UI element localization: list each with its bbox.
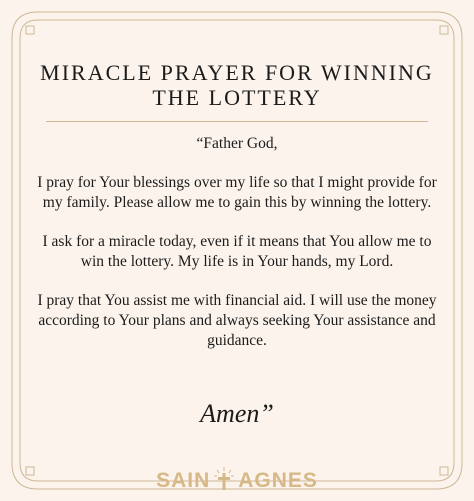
prayer-paragraph: I pray for Your blessings over my life so that I might provide for my family. Please allow me to gain this by winning the lottery.	[37, 174, 437, 211]
sun-cross-icon	[213, 465, 235, 497]
brand-logo	[0, 465, 474, 497]
prayer-body	[30, 134, 444, 370]
brand-text-2: AGNES	[238, 469, 318, 492]
page-title	[20, 60, 454, 110]
brand-text-1: SAIN	[156, 469, 211, 492]
prayer-paragraph: I ask for a miracle today, even if it means that You allow me to win the lottery. My life is in Your hands, my Lord.	[42, 233, 432, 270]
title-divider	[46, 121, 428, 122]
title-line-2: THE LOTTERY	[152, 85, 322, 110]
title-line-1: MIRACLE PRAYER FOR WINNING	[40, 60, 434, 85]
prayer-paragraph: I pray that You assist me with financial aid. I will use the money according to Your plans and always seeking Your assistance and guidance.	[37, 292, 437, 349]
prayer-closing: Amen”	[200, 399, 274, 428]
prayer-paragraph: “Father God,	[196, 135, 278, 152]
